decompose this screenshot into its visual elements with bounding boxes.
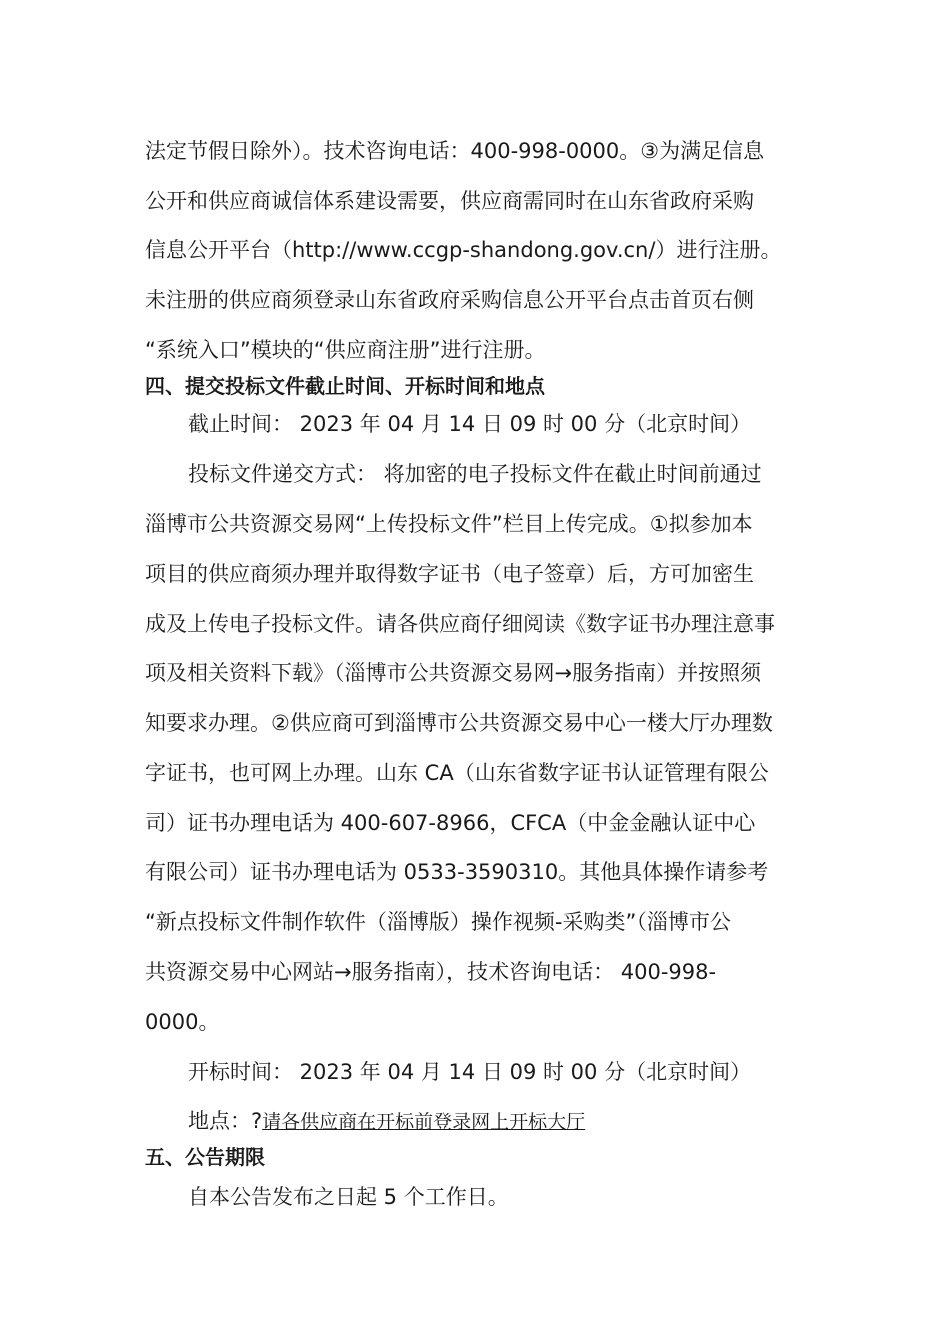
paragraph-line: 公开和供应商诚信体系建设需要，供应商需同时在山东省政府采购 (145, 189, 754, 213)
paragraph-line: 司）证书办理电话为 400-607-8966，CFCA（中金金融认证中心 (145, 811, 756, 835)
paragraph-line: 淄博市公共资源交易网“上传投标文件”栏目上传完成。①拟参加本 (145, 512, 753, 536)
opening-time-text: 开标时间： 2023 年 04 月 14 日 09 时 00 分（北京时间） (188, 1060, 752, 1084)
paragraph-line: “新点投标文件制作软件（淄博版）操作视频-采购类”（淄博市公 (145, 910, 731, 934)
deadline-text: 截止时间： 2023 年 04 月 14 日 09 时 00 分（北京时间） (188, 412, 752, 436)
paragraph-line: 信息公开平台（http://www.ccgp-shandong.gov.cn/）进行注册。 (145, 238, 782, 262)
paragraph-line: 未注册的供应商须登录山东省政府采购信息公开平台点击首页右侧 (145, 288, 754, 312)
paragraph-line: 共资源交易中心网站→服务指南），技术咨询电话： 400-998- (145, 960, 717, 984)
paragraph-line: 0000。 (145, 1010, 220, 1034)
section-heading: 四、提交投标文件截止时间、开标时间和地点 (145, 374, 545, 398)
location-line (188, 1107, 585, 1136)
paragraph-line: 项及相关资料下载》（淄博市公共资源交易网→服务指南）并按照须 (145, 661, 762, 685)
paragraph-line: “系统入口”模块的“供应商注册”进行注册。 (145, 338, 546, 362)
paragraph-line: 法定节假日除外）。技术咨询电话：400-998-0000。③为满足信息 (145, 139, 765, 163)
paragraph-line: 项目的供应商须办理并取得数字证书（电子签章）后，方可加密生 (145, 562, 754, 586)
location-label: 地点：? (188, 1109, 263, 1133)
paragraph-line: 知要求办理。②供应商可到淄博市公共资源交易中心一楼大厅办理数 (145, 711, 773, 735)
paragraph-line: 字证书，也可网上办理。山东 CA（山东省数字证书认证管理有限公 (145, 761, 769, 785)
paragraph-line: 有限公司）证书办理电话为 0533-3590310。其他具体操作请参考 (145, 860, 769, 884)
announcement-period-text: 自本公告发布之日起 5 个工作日。 (188, 1185, 509, 1209)
paragraph-line: 投标文件递交方式： 将加密的电子投标文件在截止时间前通过 (188, 462, 762, 486)
section-heading: 五、公告期限 (145, 1145, 265, 1169)
online-bid-hall-link[interactable]: 请各供应商在开标前登录网上开标大厅 (262, 1111, 586, 1133)
paragraph-line: 成及上传电子投标文件。请各供应商仔细阅读《数字证书办理注意事 (145, 612, 775, 636)
